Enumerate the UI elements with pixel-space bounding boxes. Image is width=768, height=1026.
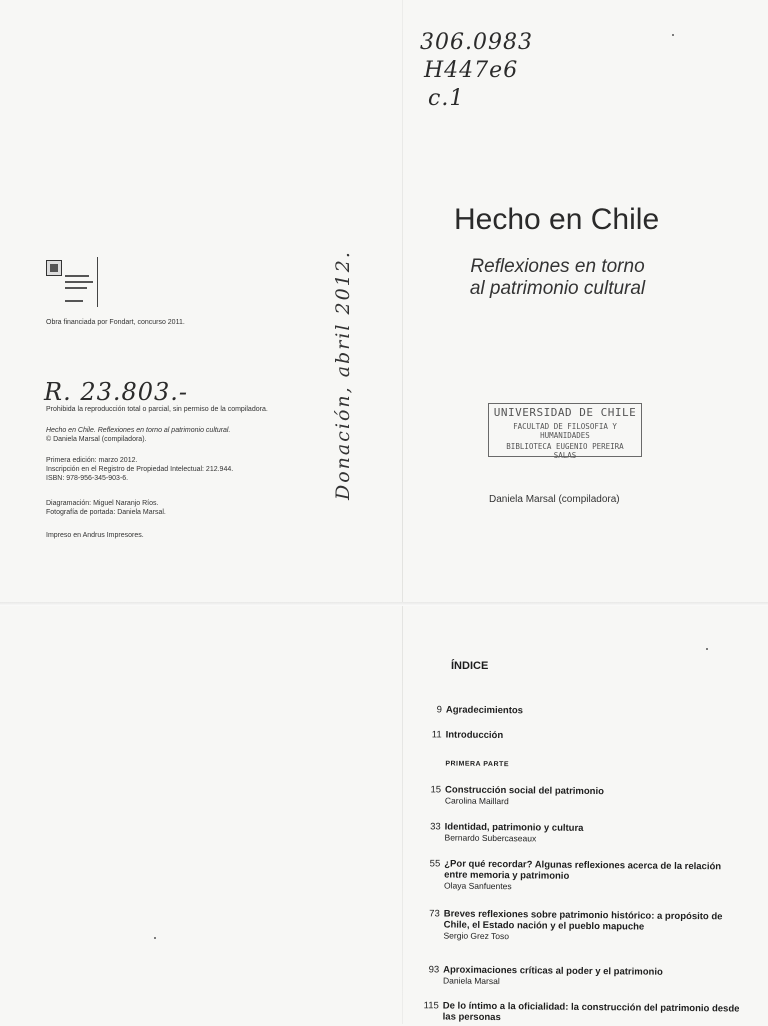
toc-page: 33	[430, 821, 441, 833]
fondart-note: Obra financiada por Fondart, concurso 2011.	[46, 319, 185, 326]
toc-entry	[400, 704, 760, 717]
subtitle-line-2: al patrimonio cultural	[469, 278, 646, 299]
toc-author: Carolina Maillard	[444, 795, 509, 807]
photo-credit: Fotografía de portada: Daniela Marsal.	[46, 509, 166, 516]
toc-entry	[400, 729, 760, 742]
toc-entry	[398, 908, 758, 942]
book-title-italic: Hecho en Chile. Reflexiones en torno al patrimonio cultural.	[46, 427, 231, 434]
copyright-owner: © Daniela Marsal (compiladora).	[46, 436, 147, 443]
table-of-contents	[400, 700, 760, 1024]
toc-title: Breves reflexiones sobre patrimonio histórico: a propósito de Chile, el Estado nación y el pueblo mapuche	[443, 908, 723, 933]
book-editor: Daniela Marsal (compiladora)	[489, 494, 620, 505]
registry-line: Inscripción en el Registro de Propiedad Intelectual: 212.944.	[46, 466, 234, 473]
toc-title: De lo íntimo a la oficialidad: la construcción del patrimonio desde las personas	[442, 1000, 740, 1024]
toc-author: Olaya Sanfuentes	[444, 880, 512, 892]
register-number-handwritten: R. 23.803.-	[44, 378, 189, 406]
book-title: Hecho en Chile	[454, 203, 660, 236]
stamp-faculty: FACULTAD DE FILOSOFIA Y HUMANIDADES	[513, 422, 617, 440]
copyright-block	[46, 426, 230, 444]
call-number-suffix-handwritten: H447e6	[424, 58, 519, 83]
stamp-university: UNIVERSIDAD DE CHILE	[493, 406, 637, 419]
toc-title: Identidad, patrimonio y cultura	[444, 821, 584, 834]
edition-block	[46, 456, 233, 483]
isbn-line: ISBN: 978-956-345-903-6.	[46, 475, 129, 482]
call-number-handwritten: 306.0983	[420, 30, 533, 55]
reproduction-notice: Prohibida la reproducción total o parcial, sin permiso de la compiladora.	[46, 406, 268, 413]
page-fold	[402, 0, 403, 1024]
page-separator	[0, 602, 768, 606]
toc-author: Bernardo Subercaseaux	[444, 832, 537, 844]
toc-page: 93	[428, 964, 440, 976]
toc-page: 11	[431, 729, 442, 741]
toc-author: Daniela Marsal	[443, 975, 500, 987]
toc-title: Construcción social del patrimonio	[445, 784, 604, 798]
toc-entry	[399, 784, 759, 807]
stamp-library: BIBLIOTECA EUGENIO PEREIRA SALAS	[506, 442, 624, 460]
index-heading: ÍNDICE	[451, 660, 489, 672]
toc-page: 15	[430, 784, 442, 796]
edition-line: Primera edición: marzo 2012.	[46, 457, 138, 464]
cultural-council-logo	[45, 257, 98, 307]
toc-entry	[398, 858, 758, 892]
toc-page: 55	[429, 858, 441, 870]
part-one-heading: PRIMERA PARTE	[445, 760, 510, 769]
toc-page: 9	[436, 704, 442, 716]
toc-entry	[397, 964, 757, 987]
toc-entry	[397, 1000, 757, 1024]
toc-page: 73	[429, 908, 440, 920]
printer-line: Impreso en Andrus Impresores.	[46, 532, 144, 539]
credits-block	[46, 499, 166, 517]
design-credit: Diagramación: Miguel Naranjo Ríos.	[46, 500, 159, 507]
book-subtitle	[455, 256, 660, 300]
scan-speck	[154, 937, 156, 939]
toc-title: Introducción	[445, 729, 504, 742]
toc-title: Aproximaciones críticas al poder y el patrimonio	[443, 964, 663, 978]
library-stamp	[488, 403, 642, 460]
toc-title: ¿Por qué recordar? Algunas reflexiones acerca de la relación entre memoria y patrimonio	[444, 858, 722, 882]
chile-flag-icon	[46, 260, 62, 276]
scan-speck	[672, 34, 674, 36]
toc-page: 115	[423, 1000, 439, 1012]
donation-note-handwritten: Donación, abril 2012.	[332, 250, 354, 500]
toc-title: Agradecimientos	[445, 704, 524, 717]
scan-speck	[706, 648, 708, 650]
toc-author: Sergio Grez Toso	[443, 930, 510, 942]
copy-number-handwritten: c.1	[428, 86, 465, 111]
toc-entry	[399, 821, 759, 844]
subtitle-line-1: Reflexiones en torno	[470, 256, 645, 277]
